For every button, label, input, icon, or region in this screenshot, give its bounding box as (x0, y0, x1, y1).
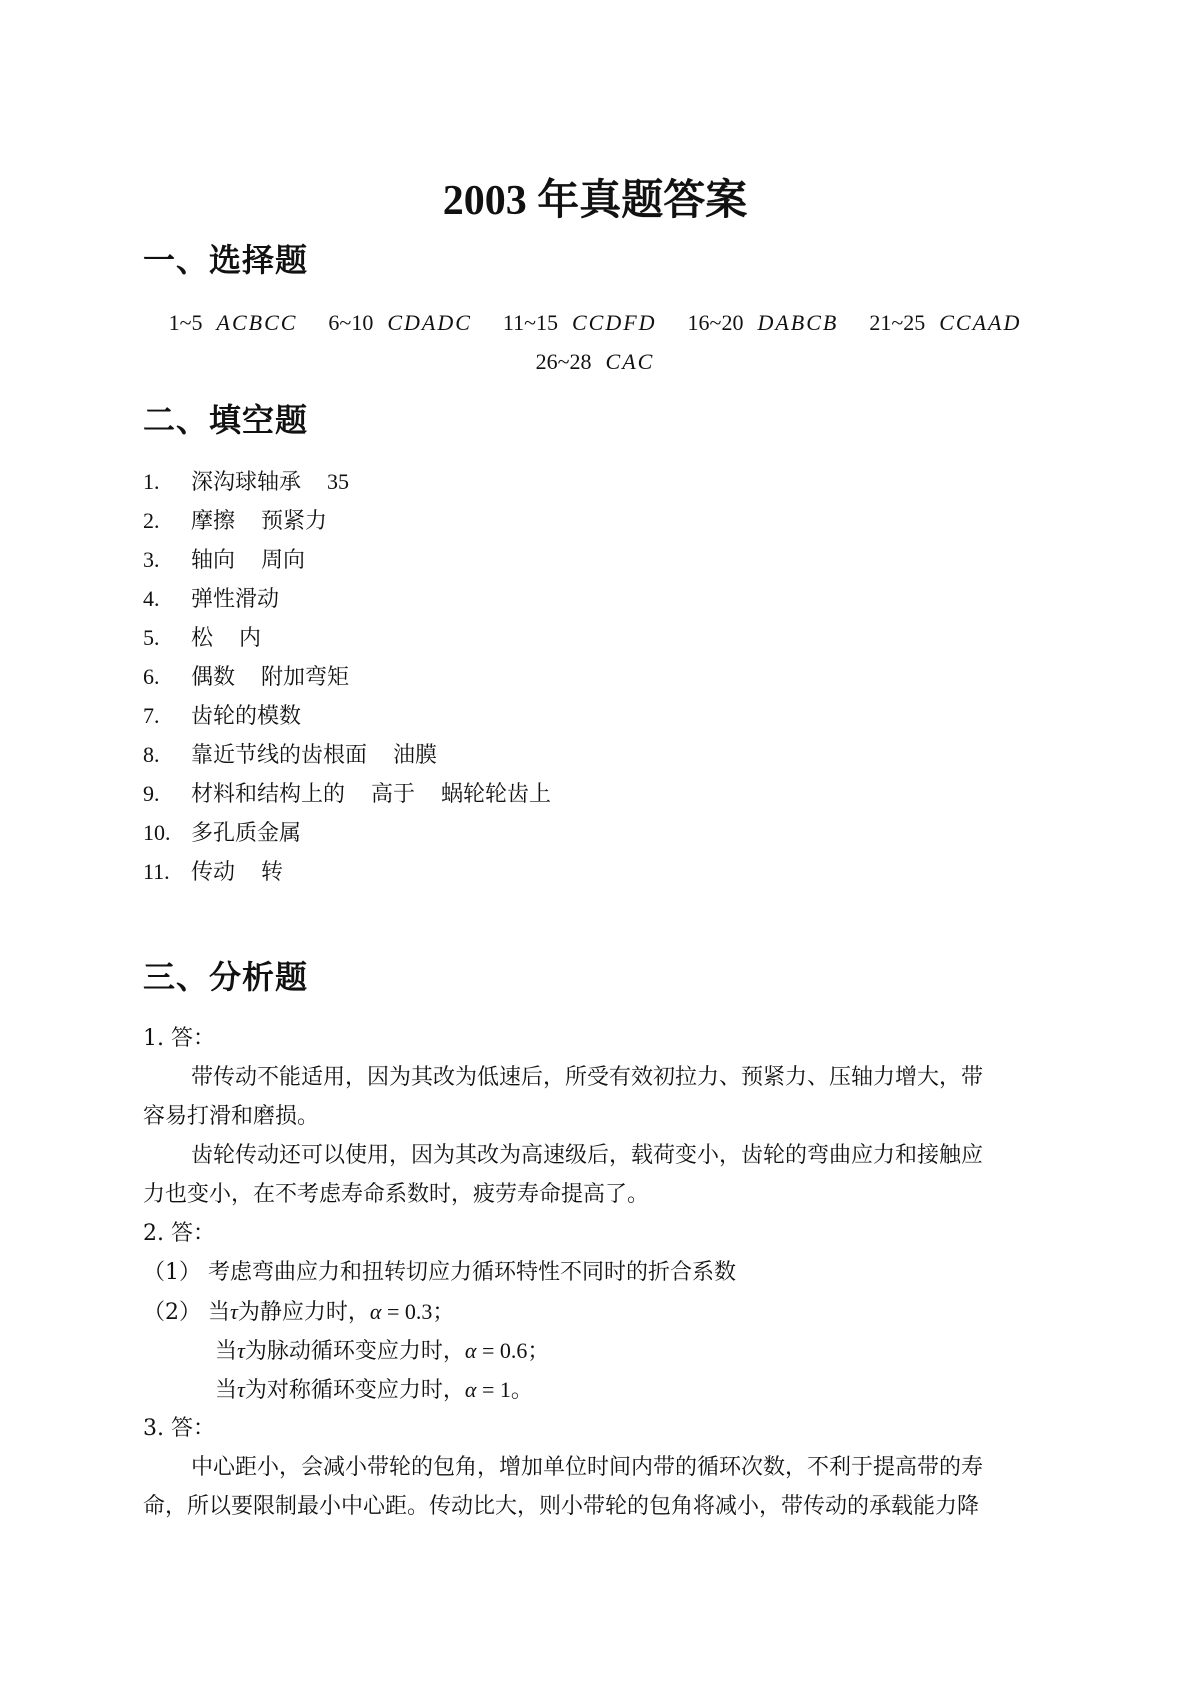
answer-group: 6~10 CDADC (328, 310, 472, 335)
section-heading-fill: 二、填空题 (143, 401, 309, 439)
answer-group: 1~5 ACBCC (168, 310, 298, 335)
list-item: 3. 轴向 周向 (143, 547, 306, 573)
paragraph-line: 中心距小，会减小带轮的包角，增加单位时间内带的循环次数，不利于提高带的寿 (191, 1455, 984, 1480)
section-heading-choice: 一、选择题 (143, 241, 309, 279)
fill-answers-list (143, 462, 551, 891)
sub-answer: （1） 考虑弯曲应力和扭转切应力循环特性不同时的折合系数 (143, 1260, 736, 1285)
list-item: 2. 摩擦 预紧力 (143, 508, 328, 534)
list-item: 7. 齿轮的模数 (143, 703, 302, 729)
answer-group: 26~28 CAC (535, 349, 655, 374)
paragraph-line: 命，所以要限制最小中心距。传动比大，则小带轮的包角将减小，带传动的承载能力降 (143, 1494, 980, 1519)
paragraph-line: 带传动不能适用，因为其改为低速后，所受有效初拉力、预紧力、压轴力增大，带 (191, 1065, 984, 1090)
list-item: 6. 偶数 附加弯矩 (143, 664, 350, 690)
answer-label: 1. 答： (143, 1026, 215, 1051)
list-item: 4. 弹性滑动 (143, 586, 280, 612)
sub-answer: 当τ为脉动循环变应力时，α = 0.6； (215, 1338, 550, 1364)
list-item: 11. 传动 转 (143, 859, 284, 885)
list-item: 1. 深沟球轴承 35 (143, 469, 350, 495)
sub-answer: 当τ为对称循环变应力时，α = 1。 (215, 1377, 533, 1403)
paragraph-line: 力也变小，在不考虑寿命系数时，疲劳寿命提高了。 (143, 1182, 650, 1207)
list-item: 9. 材料和结构上的 高于 蜗轮轮齿上 (143, 781, 552, 807)
answer-group: 16~20 DABCB (687, 310, 839, 335)
choice-answers-row-2 (0, 342, 1190, 381)
list-item: 8. 靠近节线的齿根面 油膜 (143, 742, 438, 768)
list-item: 10. 多孔质金属 (143, 820, 302, 846)
list-item: 5. 松 内 (143, 625, 262, 651)
answer-group: 11~15 CCDFD (502, 310, 657, 335)
section-heading-analysis: 三、分析题 (143, 958, 309, 996)
answer-label: 3. 答： (143, 1416, 215, 1441)
choice-answers (0, 303, 1190, 381)
sub-answer: （2） 当τ为静应力时，α = 0.3； (143, 1299, 455, 1325)
answer-group: 21~25 CCAAD (869, 310, 1022, 335)
paragraph-line: 容易打滑和磨损。 (143, 1104, 320, 1129)
paragraph-line: 齿轮传动还可以使用，因为其改为高速级后，载荷变小，齿轮的弯曲应力和接触应 (191, 1143, 984, 1168)
analysis-answers (143, 1019, 1055, 1526)
answer-label: 2. 答： (143, 1221, 215, 1246)
page-title: 2003 年真题答案 (442, 178, 748, 224)
choice-answers-row-1 (0, 303, 1190, 342)
